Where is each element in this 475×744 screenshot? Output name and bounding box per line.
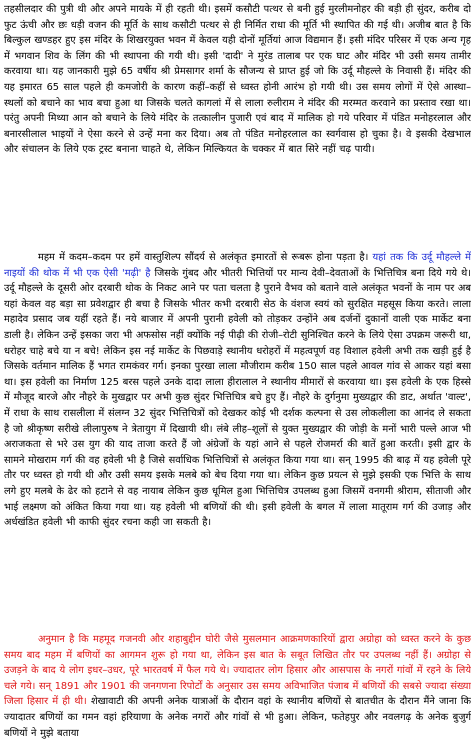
paragraph-2-rest: जिसके गुंबद और भीतरी भित्तियों पर मान्य देवी–देवताओं के भित्तिचित्र बना दिये गये थे। उर्दू मौहल्ले के दूसरी ओर दरबारी थोक के निकट आने पर पता चलता है पुराने वैभव को बताने वाले अलंकृत भवनों के नाम पर अब यहां केवल वह बड़ा सा प्रवेशद्वार ही बचा है जिसके भीतर कभी दरबारी सेठ के वंशज स्वयं को सुरक्षित महसूस किया करते। लाला महादेव प्रसाद जब यहीं रहते हैं। नये बाजार में अपनी पुरानी हवेली को तोड़कर उन्होंने अब दर्जनों दुकानों वाली एक मार्केट बना डाली है। लेकिन उन्हें इसका जरा भी अफसोस नहीं क्योंकि नई पीढ़ी की रोजी–रोटी सुनिश्चित करने के लिये ऐसा उपक्रम जरूरी था, धरोहर चाहे बचे या न बचे! लेकिन इस नई मार्केट के पिछवाड़े स्थानीय धरोहरों में महत्वपूर्ण वह विशाल हवेली अभी तक खड़ी हुई है जिसके वर्तमान मालिक हैं भगत रामकंवर गर्ग। इनका पुरखा लाला मौजीराम करीब 150 साल पहले आवल गांव से आकर यहां बसा था। इस हवेली का निर्माण 125 बरस पहले उनके दादा लाला हीरालाल ने स्थानीय मीमारों से करवाया था। इस हवेली के एक हिस्से में मौजूद बारजे और नौहरे के मुखद्वार पर अभी कुछ सुंदर भित्तिचित्र बचे हुए हैं। नौहरे के दुर्गनुमा मुख्यद्वार की डाट, अर्थात 'वाल्ट', में राधा के साथ रासलीला में संलग्न 32 सुंदर भित्तिचित्रों को देखकर कोई भी दर्शक कल्पना से उस लोकलीला का आनंद ले सकता है जो श्रीकृष्ण सरीखे लीलापुरुष ने त्रेतायुग में दिखायी थी। लंबे लीह–शूलों से युक्त मुख्यद्वार की जोड़ी के मनों भारी पल्ले आज भी अराजकता से भरे उस युग की याद ताजा करते हैं जो अंग्रेजों के यहां आने से पहले रोजमर्रा की बातें हुआ करती। इसी द्वार के सामने मोखराम गर्ग की वह हवेली भी है जिसे सर्वाधिक भित्तिचित्रों से अलंकृत किया गया था। सन् 1995 की बाढ़ में यह हवेली पूरे तौर पर ध्वस्त हो गयी थी और उसी समय इसके मलबे को बेच दिया गया था। लेकिन कुछ प्रयत्न से मुझे इसकी एक भित्ति के साथ लगे हुए मलबे के ढेर को हटाने से वह नायाब लेकिन कुछ धूमिल हुआ भित्तिचित्र उपलब्ध हुआ जिसमें वनगमी श्रीराम, सीताजी और भाई लक्ष्मण को अंकित किया गया था। यह हवेली भी बणियों की थी। इसी हवेली के बगल में लाला मातूराम गर्ग की उजाड़ और अर्धखंडित हवेली भी काफी सुंदर रचना कही जा सकती है। [4, 267, 471, 529]
paragraph-1-text: तहसीलदार की पुत्री थी और अपने मायके में ही रहती थी। इसमें कसौटी पत्थर से बनी हुई मुरलीमनोहर की बड़ी ही सुंदर, करीब दो फुट ऊंची और छः धड़ी वजन की मूर्ति के साथ कसौटी पत्थर से ही निर्मित राधा की मूर्ति भी स्थापित की गई थी। अजीब बात है कि बिल्कुल खण्डहर हुए इस मंदिर के शिखरयुक्त भवन में केवल यही दोनों मूर्तियां आज विद्यमान हैं। इसी मंदिर परिसर में एक अन्य गृह में भगवान शिव के लिंग की भी स्थापना की गयी थी। इसी 'दादी' ने मुरंड तालाब पर एक घाट और मंदिर भी उसी समय तामीर करवाया था। यह जानकारी मुझे 65 वर्षीय श्री प्रेमसागर शर्मा के सौजन्य से प्राप्त हुई जो कि उर्दू मौहल्ले के निवासी हैं। मंदिर की यह इमारत 65 साल पहले ही कमजोरी के कारण कहीं–कहीं से ध्वस्त होनी आरंभ हो गयी थी। उस समय लोगों में ऐसे आस्था–स्थलों को बचाने का भाव बचा हुआ था जिसके चलते कागलां में से लाला रुलीराम ने मंदिर की मरम्मत करवाने का प्रस्ताव रखा था। परंतु अपनी मिथ्या आन को बचाने के लिये मंदिर के तत्कालीन पुजारी एवं बाद में मालिक हो गये परिवार में पंडित मनोहरलाल और बनारसीलाल भाइयों ने ऐसा करने से उन्हें मना कर दिया। अब तो पंडित मनोहरलाल का स्वर्गवास हो चुका है। वे इसकी देखभाल और संचालन के लिये एक ट्रस्ट बनाना चाहते थे, लेकिन मिल्कियत के चक्कर में बात सिरे नहीं चढ़ पायी। [4, 4, 471, 156]
paragraph-2-lead: महम में कदम–कदम पर हमें वास्तुशिल्प सौंदर्य से अलंकृत इमारतों से रूबरू होना पड़ता है। [38, 252, 369, 263]
paragraph-3-rest: शेखावाटी की अपनी अनेक यात्राओं के दौरान वहां के स्थानीय बणियों से बातचीत के दौरान मैंने जाना कि ज्यादातर बणियों का गमन वहां हरियाणा के अनेक नगरों और गांवों से भी हुआ। लेकिन, फतेहपुर और नवलगढ़ के अनेक बुजुर्ग बणियों ने मुझे बताया [4, 696, 471, 739]
paragraph-mandir-history [4, 2, 471, 240]
paragraph-baniya-migration [4, 632, 471, 742]
paragraph-2-highlight: यहां तक कि उर्दू मौहल्ले में नाइयों की थोक में भी एक ऐसी 'मढ़ी' है [4, 252, 471, 279]
paragraph-haveli-frescoes [4, 250, 471, 612]
paragraph-3-highlight: अनुमान है कि महमूद गजनवी और शहाबुद्दीन घोरी जैसे मुसलमान आक्रमणकारियों द्वारा अग्रोहा को ध्वस्त करने के कुछ समय बाद महम में बणियों का आगमन शुरू हो गया था, लेकिन इस बात के सबूत लिखित तौर पर उपलब्ध नहीं हैं। अग्रोहा से उजड़ने के बाद ये लोग इधर–उधर, पूरे भारतवर्ष में फैल गये थे। ज्यादातर लोग हिसार और आसपास के नगरों गांवों में रहने के लिये चले गये। सन् 1891 और 1901 की जनगणना रिपोर्टों के अनुसार उस समय अविभाजित पंजाब में बणियों की सबसे ज्यादा संख्या जिला हिसार में ही थी। [4, 634, 471, 708]
